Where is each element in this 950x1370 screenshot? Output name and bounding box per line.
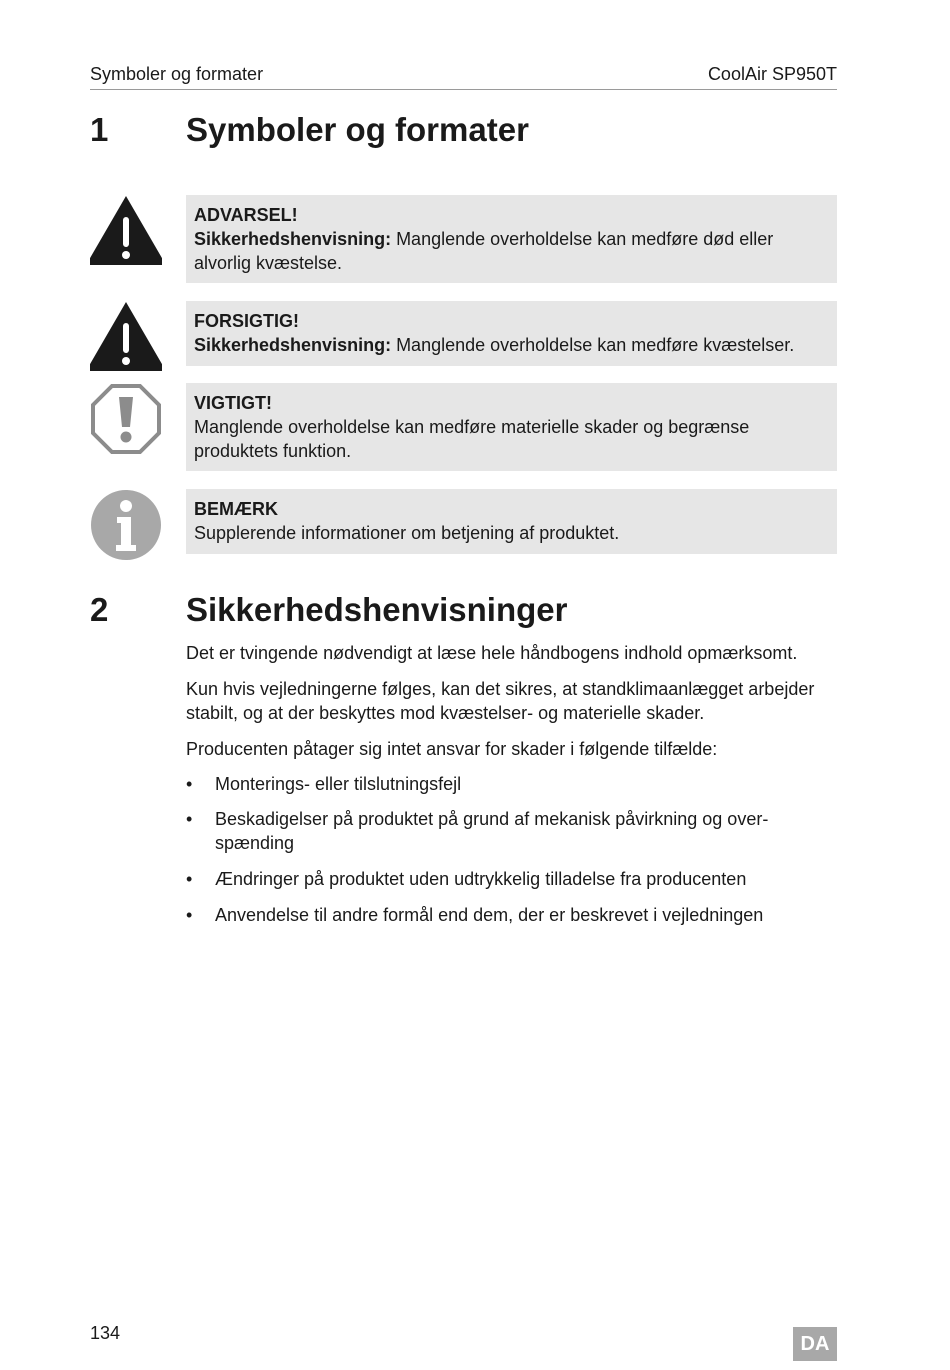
section-2-number: 2 [90, 591, 109, 628]
notice-label: BEMÆRK [194, 499, 278, 519]
list-item-text: Monterings- eller tilslutningsfejl [215, 774, 462, 794]
info-circle-icon [90, 489, 162, 561]
note-notice [186, 489, 837, 554]
header-section-title: Symboler og formater [90, 64, 264, 84]
language-badge: DA [793, 1327, 837, 1361]
list-item-text: Beskadigelser på produktet på grund af mekanisk påvirkning og over-spænding [215, 809, 769, 853]
notice-text: Manglende overholdelse kan medføre død eller alvorlig kvæstelse. [194, 229, 774, 273]
section-1-number: 1 [90, 111, 109, 148]
important-notice [186, 383, 837, 471]
warning-triangle-icon [90, 195, 162, 267]
notice-text: Manglende overholdelse kan medføre materielle skader og begrænse produktets funktion. [194, 417, 750, 461]
page-number: 134 [90, 1323, 121, 1343]
list-item-text: Anvendelse til andre formål end dem, der er beskrevet i vejledningen [215, 905, 764, 925]
section-2-title: Sikkerhedshenvisninger [186, 591, 568, 628]
paragraph: Producenten påtager sig intet ansvar for skader i følgende tilfælde: [186, 739, 718, 759]
bullet-marker: • [186, 774, 193, 794]
warning-triangle-icon [90, 301, 162, 373]
notice-label: VIGTIGT! [194, 393, 272, 413]
notice-lead: Sikkerhedshenvisning: [194, 229, 392, 249]
paragraph: Kun hvis vejledningerne følges, kan det sikres, at standklimaanlægget arbejder stabilt, og at der beskyttes mod kvæstelser- og materielle skader. [186, 679, 815, 723]
caution-notice [186, 301, 837, 366]
notice-text: Manglende overholdelse kan medføre kvæstelser. [391, 335, 795, 355]
notice-text: Supplerende informationer om betjening af produktet. [194, 523, 620, 543]
bullet-marker: • [186, 809, 193, 829]
notice-label: ADVARSEL! [194, 205, 298, 225]
important-octagon-icon [90, 383, 162, 455]
warning-notice [186, 195, 837, 283]
header-product-name: CoolAir SP950T [707, 64, 837, 84]
bullet-marker: • [186, 869, 193, 889]
list-item-text: Ændringer på produktet uden udtrykkelig tilladelse fra producenten [215, 869, 747, 889]
running-header [90, 64, 837, 90]
notice-lead: Sikkerhedshenvisning: [194, 335, 392, 355]
notice-label: FORSIGTIG! [194, 311, 299, 331]
paragraph: Det er tvingende nødvendigt at læse hele håndbogens indhold opmærksomt. [186, 643, 798, 663]
section-1-title: Symboler og formater [186, 111, 529, 148]
bullet-marker: • [186, 905, 193, 925]
